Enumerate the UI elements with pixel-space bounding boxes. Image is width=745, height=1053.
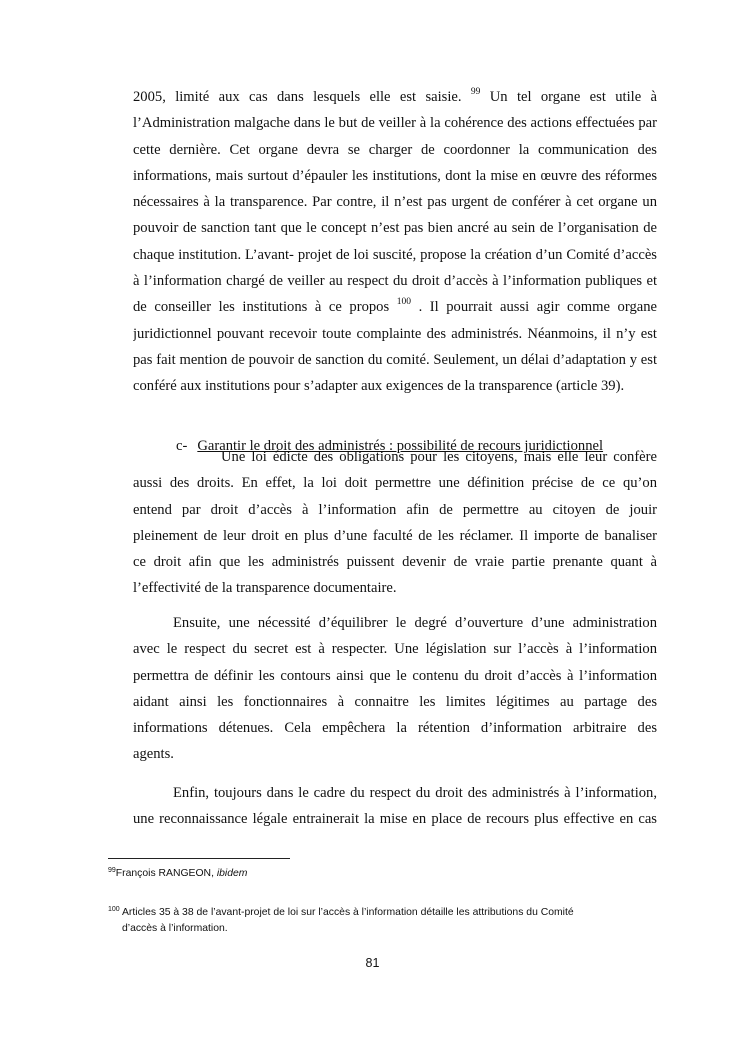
paragraph-2 bbox=[133, 444, 657, 602]
paragraph-1-line-8: à l’information chargé de veiller au respect du droit d’accès à l’information publiques et bbox=[133, 273, 657, 290]
paragraph-3-line-2: avec le respect du secret est à respecter. Une législation sur l’accès à l’information bbox=[133, 641, 657, 658]
paragraph-2-line-4: pleinement de leur droit en plus d’une faculté de les réclamer. Il importe de banaliser bbox=[133, 527, 657, 544]
paragraph-3-line-3: permettra de définir les contours ainsi que le contenu du droit d’accès à l’information bbox=[133, 667, 657, 684]
paragraph-2-line-2: aussi des droits. En effet, la loi doit permettre une définition précise de ce qu’on bbox=[133, 475, 657, 492]
paragraph-1-line-4: informations, mais surtout d’épauler les institutions, dont la mise en œuvre des réformes bbox=[133, 167, 657, 184]
paragraph-1-line-3: cette dernière. Cet organe devra se charger de coordonner la communication des bbox=[133, 141, 657, 158]
paragraph-2-line-1: Une loi édicte des obligations pour les citoyens, mais elle leur confère bbox=[221, 449, 657, 465]
paragraph-1-line-12: conféré aux institutions pour s’adapter aux exigences de la transparence (article 39). bbox=[133, 378, 625, 395]
paragraph-3-line-6: agents. bbox=[133, 746, 174, 763]
paragraph-4 bbox=[133, 780, 657, 833]
paragraph-1-line-11: pas fait mention de pouvoir de sanction du comité. Seulement, un délai d’adaptation y est bbox=[133, 351, 657, 368]
paragraph-2-line-3: entend par droit d’accès à l’information afin de permettre au citoyen de jouir bbox=[133, 501, 657, 518]
section-heading-title: Garantir le droit des administrés : possibilité de recours juridictionnel bbox=[197, 438, 604, 454]
paragraph-1-line-1: 2005, limité aux cas dans lesquels elle est saisie. $^{99}$ Un tel organe est utile à bbox=[133, 87, 657, 105]
paragraph-1-line-7: chaque institution. L’avant- projet de loi suscité, propose la création d’un Comité d’accès bbox=[133, 246, 657, 263]
footnote-99-number: 99 bbox=[108, 867, 116, 874]
paragraph-3-line-5: informations détenues. Cela empêchera la rétention d’information arbitraire des bbox=[133, 720, 657, 737]
footnote-ref-99[interactable]: 99 bbox=[470, 87, 481, 97]
footnote-99 bbox=[108, 866, 247, 882]
paragraph-3-line-4: aidant ainsi les fonctionnaires à connaitre les limites légitimes au partage des bbox=[133, 693, 657, 710]
paragraph-4-line-1: Enfin, toujours dans le cadre du respect du droit des administrés à l’information, bbox=[173, 785, 657, 801]
paragraph-3-line-1: Ensuite, une nécessité d’équilibrer le degré d’ouverture d’une administration bbox=[173, 615, 657, 631]
footnote-99-author: François RANGEON, bbox=[115, 868, 217, 879]
section-heading-label: c- bbox=[176, 438, 188, 454]
paragraph-2-line-5: ce droit afin que les administrés puissent devenir de vraie partie prenante quant à bbox=[133, 554, 657, 571]
footnote-100 bbox=[108, 905, 658, 937]
paragraph-2-line-6: l’effectivité de la transparence documentaire. bbox=[133, 580, 397, 597]
paragraph-1-line-9: de conseiller les institutions à ce propos $^{100}$ . Il pourrait aussi agir comme organe bbox=[133, 297, 657, 316]
page-number: 81 bbox=[365, 956, 380, 970]
paragraph-3 bbox=[133, 610, 657, 768]
paragraph-1-line-6: pouvoir de sanction tant que le concept n’est pas bien ancré au sein de l’organisation de bbox=[133, 220, 657, 237]
footnote-100-line-2: d’accès à l’information. bbox=[122, 923, 228, 934]
footnote-ref-100[interactable]: 100 bbox=[396, 297, 411, 308]
paragraph-1-line-2: l’Administration malgache dans le but de veiller à la cohérence des actions effectuées par bbox=[133, 115, 657, 132]
footnote-separator bbox=[108, 858, 290, 859]
footnote-100-line-1: Articles 35 à 38 de l’avant-projet de loi sur l’accès à l’information détaille les attributions du Comité bbox=[119, 907, 574, 918]
footnote-99-ibidem: ibidem bbox=[216, 868, 248, 879]
footnote-100-number: 100 bbox=[108, 906, 120, 913]
paragraph-1-line-10: juridictionnel pouvant recevoir toute complainte des administrés. Néanmoins, il n’y est bbox=[133, 325, 657, 342]
paragraph-4-line-2: une reconnaissance légale entrainerait la mise en place de recours plus effective en cas bbox=[133, 811, 657, 828]
paragraph-1-line-5: nécessaires à la transparence. Par contre, il n’est pas urgent de conférer à cet organe un bbox=[133, 194, 657, 211]
paragraph-1 bbox=[133, 84, 657, 400]
